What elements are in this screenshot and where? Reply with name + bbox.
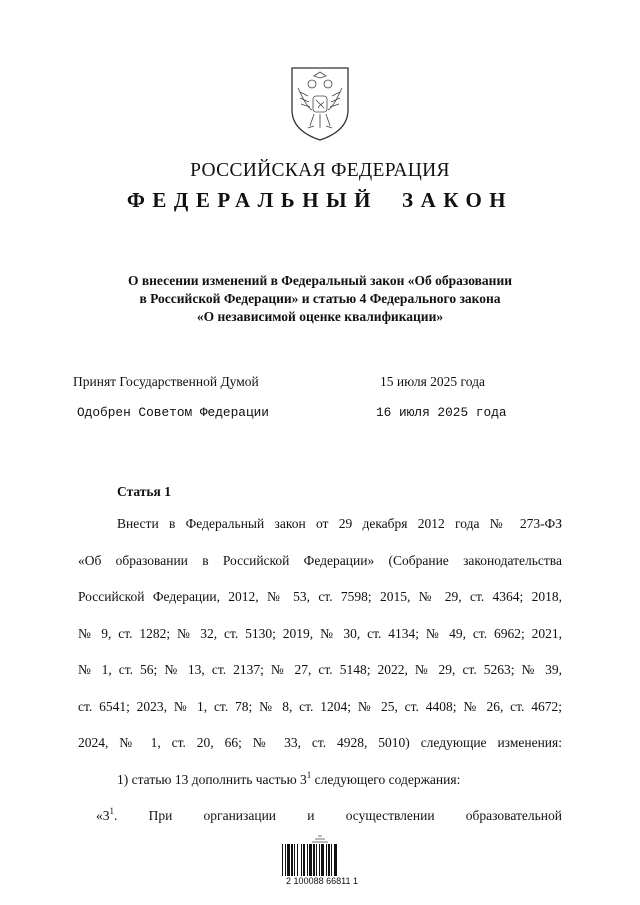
quote-number: «3 (96, 808, 110, 823)
country-name: РОССИЙСКАЯ ФЕДЕРАЦИЯ (190, 160, 450, 181)
law-title-line: О внесении изменений в Федеральный закон «Об образовании (127, 273, 513, 288)
coat-of-arms-icon (286, 66, 354, 142)
superscript: 1 (109, 806, 114, 816)
article-line: № 9, ст. 1282; № 32, ст. 5130; 2019, № 30, ст. 4134; № 49, ст. 6962; 2021, (78, 625, 562, 641)
article-line: Внести в Федеральный закон от 29 декабря 2012 года № 273-ФЗ (117, 516, 562, 531)
amendment-item-1 (78, 770, 562, 807)
barcode-icon (282, 844, 360, 876)
law-type-word-1: ФЕДЕРАЛЬНЫЙ (126, 188, 378, 212)
law-title-line: «О независимой оценке квалификации» (196, 309, 444, 324)
article-line: 2024, № 1, ст. 20, 66; № 33, ст. 4928, 5010) следующие изменения: (78, 735, 562, 750)
article-line: ст. 6541; 2023, № 1, ст. 78; № 8, ст. 1204; № 25, ст. 4408; № 26, ст. 4672; (78, 698, 562, 714)
law-title (60, 272, 580, 326)
duma-adoption-label: Принят Государственной Думой (73, 374, 259, 389)
council-approval-date: 16 июля 2025 года (376, 405, 507, 420)
barcode-number: 2 100088 66811 1 (286, 876, 358, 886)
article-line: «Об образовании в Российской Федерации» (Собрание законодательства (78, 552, 562, 568)
duma-adoption-date: 15 июля 2025 года (380, 374, 485, 389)
amendment-item-text: 1) статью 13 дополнить частью 3 (117, 771, 307, 787)
law-type-word-2: ЗАКОН (402, 188, 514, 212)
quote-text: . При организации и осуществлении образовательной (114, 808, 562, 823)
article-line: № 1, ст. 56; № 13, ст. 2137; № 27, ст. 5148; 2022, № 29, ст. 5263; № 39, (78, 662, 562, 677)
article-heading: Статья 1 (117, 484, 171, 499)
superscript: 1 (306, 769, 312, 780)
amendment-item-text: следующего содержания: (311, 771, 461, 787)
law-title-line: в Российской Федерации» и статью 4 Федерального закона (139, 291, 501, 306)
seal-mark-icon (310, 832, 330, 844)
article-line: Российской Федерации, 2012, № 53, ст. 7598; 2015, № 29, ст. 4364; 2018, (78, 589, 562, 604)
article-body (78, 514, 562, 843)
law-type-heading (0, 188, 640, 213)
council-approval-label: Одобрен Советом Федерации (77, 405, 269, 420)
